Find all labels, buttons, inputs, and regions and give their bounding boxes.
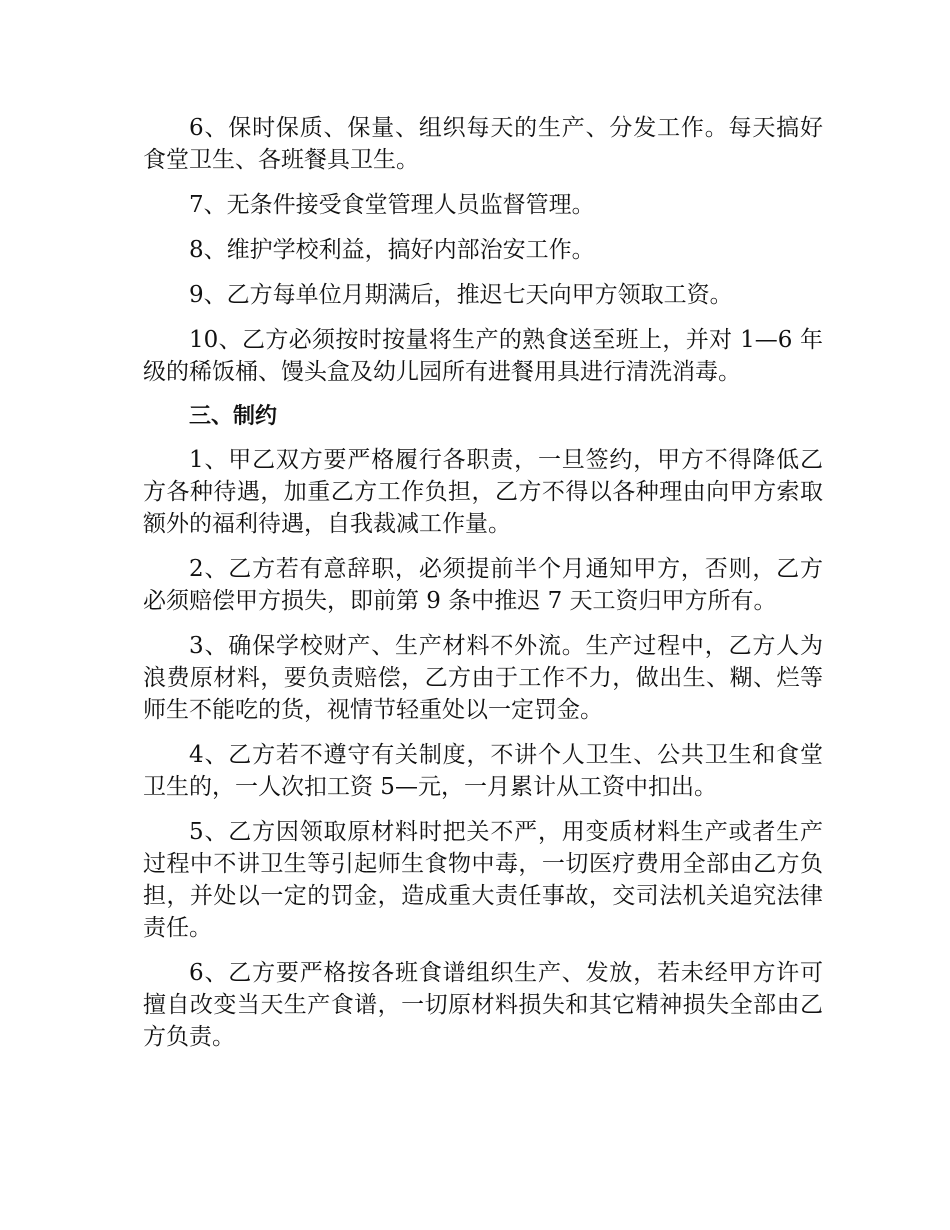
clause-3-3: 3、确保学校财产、生产材料不外流。生产过程中，乙方人为浪费原材料，要负责赔偿，乙方由于工作不力，做出生、糊、烂等师生不能吃的货，视情节轻重处以一定罚金。 [143,633,823,723]
document-page [143,112,823,1066]
clause-2-10: 10、乙方必须按时按量将生产的熟食送至班上，并对 1—6 年级的稀饭桶、馒头盒及幼儿园所有进餐用具进行清洗消毒。 [143,327,823,385]
clause-2-6: 6、保时保质、保量、组织每天的生产、分发工作。每天搞好食堂卫生、各班餐具卫生。 [143,115,823,173]
clause-3-4: 4、乙方若不遵守有关制度，不讲个人卫生、公共卫生和食堂卫生的，一人次扣工资 5—元，一月累计从工资中扣出。 [143,742,823,800]
clause-3-2: 2、乙方若有意辞职，必须提前半个月通知甲方，否则，乙方必须赔偿甲方损失，即前第 9 条中推迟 7 天工资归甲方所有。 [143,556,823,614]
clause-2-8: 8、维护学校利益，搞好内部治安工作。 [189,237,595,263]
clause-3-5: 5、乙方因领取原材料时把关不严，用变质材料生产或者生产过程中不讲卫生等引起师生食物中毒，一切医疗费用全部由乙方负担，并处以一定的罚金，造成重大责任事故，交司法机关追究法律责任。 [143,819,823,941]
clause-3-1: 1、甲乙双方要严格履行各职责，一旦签约，甲方不得降低乙方各种待遇，加重乙方工作负担，乙方不得以各种理由向甲方索取额外的福利待遇，自我裁减工作量。 [143,447,823,537]
clause-2-7: 7、无条件接受食堂管理人员监督管理。 [189,192,595,218]
section-heading-constraints: 三、制约 [189,404,278,429]
clause-2-9: 9、乙方每单位月期满后，推迟七天向甲方领取工资。 [189,282,733,308]
clause-3-6: 6、乙方要严格按各班食谱组织生产、发放，若未经甲方许可擅自改变当天生产食谱，一切原材料损失和其它精神损失全部由乙方负责。 [143,960,823,1050]
